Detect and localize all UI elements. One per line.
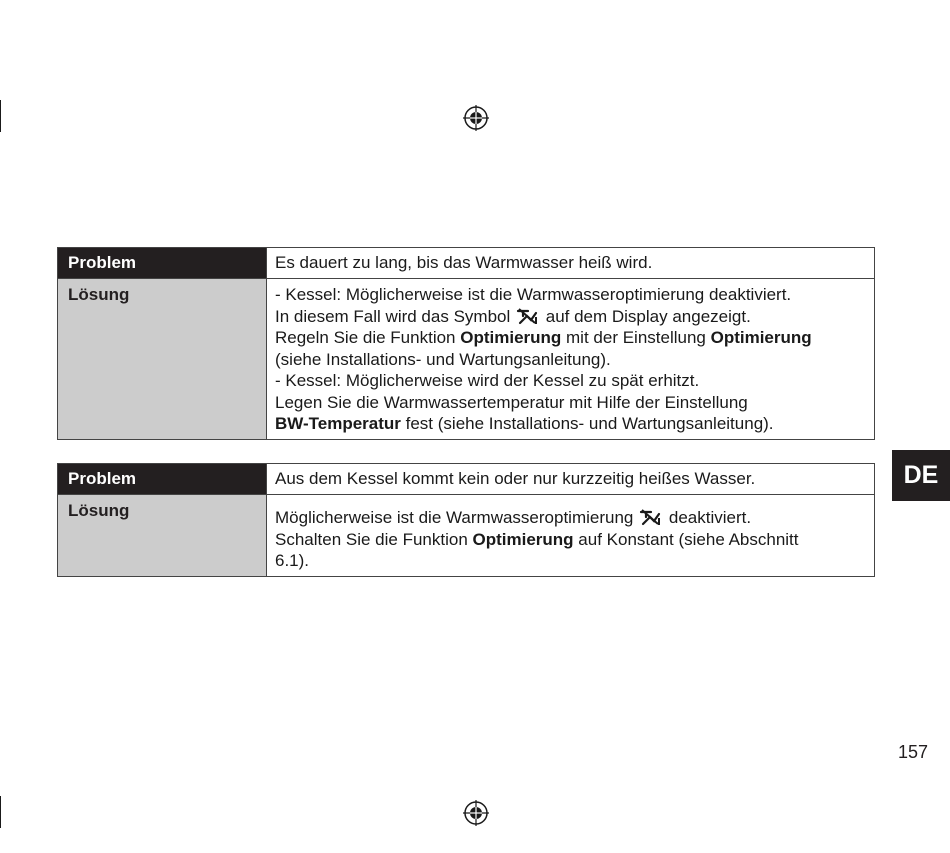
solution-row (58, 279, 875, 440)
crop-mark-top (0, 100, 1, 132)
solution-text: - Kessel: Möglicherweise ist die Warmwasseroptimierung deaktiviert. In diesem Fall wird das Symbol auf dem Display angezeigt. Regeln Sie die Funktion Optimierung mit der Einstellung Optimierung (siehe Installations- und Wartungsanleitung). - Kessel: Möglicherweise wird der Kessel zu spät erhitzt. Legen Sie die Warmwassertemperatur mit Hilfe der Einstellung BW-Temperatur fest (siehe Installations- und Wartungsanleitung). (267, 279, 875, 440)
page-number: 157 (898, 742, 929, 762)
problem-table-2 (57, 463, 875, 577)
hot-water-optimization-off-icon (515, 307, 541, 325)
registration-mark-icon (463, 800, 489, 826)
solution-label: Lösung (58, 279, 267, 440)
problem-row (58, 248, 875, 279)
solution-label: Lösung (58, 495, 267, 577)
solution-text: Möglicherweise ist die Warmwasseroptimierung deaktiviert. Schalten Sie die Funktion Optimierung auf Konstant (siehe Abschnitt 6.1). (267, 495, 875, 577)
problem-text: Es dauert zu lang, bis das Warmwasser heiß wird. (267, 248, 875, 279)
problem-row (58, 464, 875, 495)
solution-row (58, 495, 875, 577)
hot-water-optimization-off-icon (638, 508, 664, 526)
language-tab: DE (892, 450, 950, 501)
problem-label: Problem (58, 464, 267, 495)
problem-table-1 (57, 247, 875, 440)
registration-mark-icon (463, 105, 489, 131)
problem-text: Aus dem Kessel kommt kein oder nur kurzzeitig heißes Wasser. (267, 464, 875, 495)
problem-label: Problem (58, 248, 267, 279)
crop-mark-bottom (0, 796, 1, 828)
